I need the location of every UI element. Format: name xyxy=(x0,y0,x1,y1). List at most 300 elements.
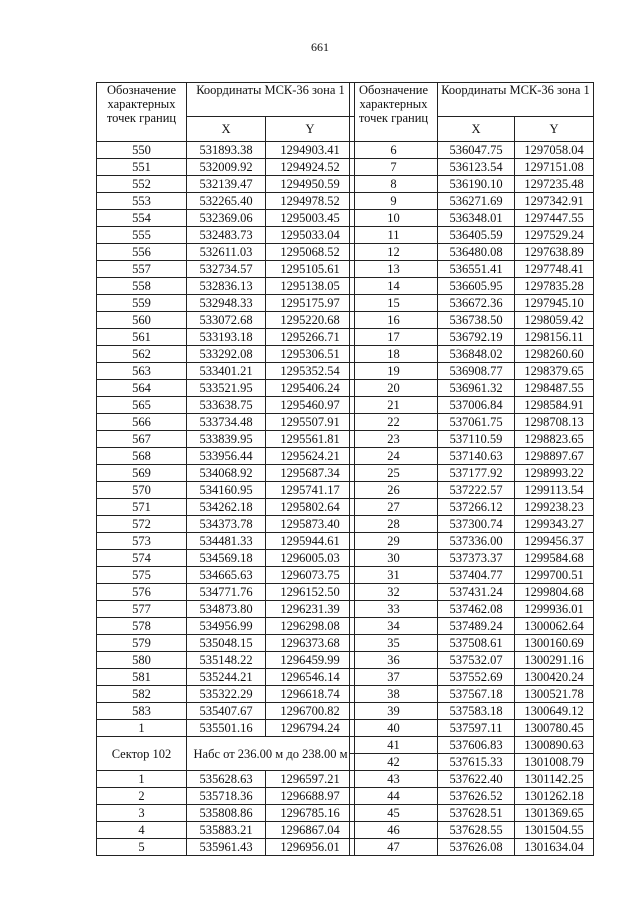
coord-y: 1299584.68 xyxy=(515,550,594,567)
table-row xyxy=(97,703,355,720)
point-number: 579 xyxy=(97,635,187,652)
coord-y: 1295406.24 xyxy=(266,380,355,397)
coord-x: 537626.08 xyxy=(438,839,515,856)
coord-y: 1295561.81 xyxy=(266,431,355,448)
coord-x: 536480.08 xyxy=(438,244,515,261)
point-number: 44 xyxy=(350,788,438,805)
point-number: 574 xyxy=(97,550,187,567)
coord-y: 1295352.54 xyxy=(266,363,355,380)
table-row xyxy=(350,533,594,550)
point-number: 3 xyxy=(97,805,187,822)
point-number: 571 xyxy=(97,499,187,516)
table-row xyxy=(97,533,355,550)
coord-y: 1295741.17 xyxy=(266,482,355,499)
table-row xyxy=(97,380,355,397)
coord-x: 537061.75 xyxy=(438,414,515,431)
coord-y: 1298379.65 xyxy=(515,363,594,380)
point-number: 42 xyxy=(350,754,438,771)
coord-y: 1301142.25 xyxy=(515,771,594,788)
table-row xyxy=(350,686,594,703)
table-row xyxy=(97,193,355,210)
header-designation: Обозначение характерных точек границ xyxy=(350,83,438,142)
point-number: 7 xyxy=(350,159,438,176)
point-number: 581 xyxy=(97,669,187,686)
table-row xyxy=(350,363,594,380)
coord-x: 537431.24 xyxy=(438,584,515,601)
coord-y: 1298897.67 xyxy=(515,448,594,465)
table-row xyxy=(97,363,355,380)
point-number: 557 xyxy=(97,261,187,278)
point-number: 582 xyxy=(97,686,187,703)
table-row xyxy=(350,159,594,176)
coord-x: 532734.57 xyxy=(187,261,266,278)
coord-x: 537222.57 xyxy=(438,482,515,499)
point-number: 555 xyxy=(97,227,187,244)
coord-x: 532483.73 xyxy=(187,227,266,244)
coord-y: 1297058.04 xyxy=(515,142,594,159)
coord-y: 1295033.04 xyxy=(266,227,355,244)
coord-x: 537140.63 xyxy=(438,448,515,465)
point-number: 576 xyxy=(97,584,187,601)
coord-x: 535628.63 xyxy=(187,771,266,788)
point-number: 2 xyxy=(97,788,187,805)
coord-y: 1299456.37 xyxy=(515,533,594,550)
coord-y: 1295944.61 xyxy=(266,533,355,550)
coord-y: 1296073.75 xyxy=(266,567,355,584)
table-row xyxy=(97,635,355,652)
coord-y: 1296231.39 xyxy=(266,601,355,618)
coord-y: 1295266.71 xyxy=(266,329,355,346)
coord-x: 534373.78 xyxy=(187,516,266,533)
coord-x: 536792.19 xyxy=(438,329,515,346)
table-row xyxy=(350,482,594,499)
coord-x: 536123.54 xyxy=(438,159,515,176)
coord-x: 533292.08 xyxy=(187,346,266,363)
point-number: 562 xyxy=(97,346,187,363)
point-number: 554 xyxy=(97,210,187,227)
table-row xyxy=(350,261,594,278)
coord-y: 1300649.12 xyxy=(515,703,594,720)
coord-y: 1297151.08 xyxy=(515,159,594,176)
point-number: 556 xyxy=(97,244,187,261)
coord-y: 1296688.97 xyxy=(266,788,355,805)
point-number: 47 xyxy=(350,839,438,856)
table-row xyxy=(350,567,594,584)
coord-x: 533839.95 xyxy=(187,431,266,448)
coord-y: 1298487.55 xyxy=(515,380,594,397)
coord-x: 537606.83 xyxy=(438,737,515,754)
point-number: 569 xyxy=(97,465,187,482)
coord-x: 533401.21 xyxy=(187,363,266,380)
coord-x: 533072.68 xyxy=(187,312,266,329)
coord-y: 1296867.04 xyxy=(266,822,355,839)
table-row xyxy=(97,686,355,703)
table-row xyxy=(350,380,594,397)
coord-x: 537615.33 xyxy=(438,754,515,771)
point-number: 37 xyxy=(350,669,438,686)
coord-y: 1296152.50 xyxy=(266,584,355,601)
coord-x: 532139.47 xyxy=(187,176,266,193)
coord-x: 532611.03 xyxy=(187,244,266,261)
coord-x: 534873.80 xyxy=(187,601,266,618)
point-number: 33 xyxy=(350,601,438,618)
table-row xyxy=(350,788,594,805)
coord-x: 533521.95 xyxy=(187,380,266,397)
table-row xyxy=(350,244,594,261)
table-row xyxy=(97,482,355,499)
coord-x: 536605.95 xyxy=(438,278,515,295)
coord-x: 532836.13 xyxy=(187,278,266,295)
coord-y: 1298584.91 xyxy=(515,397,594,414)
point-number: 550 xyxy=(97,142,187,159)
point-number: 27 xyxy=(350,499,438,516)
coord-y: 1296459.99 xyxy=(266,652,355,669)
point-number: 35 xyxy=(350,635,438,652)
point-number: 20 xyxy=(350,380,438,397)
coord-x: 536848.02 xyxy=(438,346,515,363)
coord-y: 1294903.41 xyxy=(266,142,355,159)
coord-x: 535883.21 xyxy=(187,822,266,839)
coord-y: 1299936.01 xyxy=(515,601,594,618)
coord-y: 1298993.22 xyxy=(515,465,594,482)
table-row xyxy=(97,771,355,788)
coord-y: 1301369.65 xyxy=(515,805,594,822)
coord-x: 536672.36 xyxy=(438,295,515,312)
point-number: 570 xyxy=(97,482,187,499)
point-number: 31 xyxy=(350,567,438,584)
point-number: 552 xyxy=(97,176,187,193)
table-row xyxy=(97,516,355,533)
point-number: 45 xyxy=(350,805,438,822)
table-row xyxy=(97,278,355,295)
coord-x: 535407.67 xyxy=(187,703,266,720)
coord-y: 1301504.55 xyxy=(515,822,594,839)
point-number: 583 xyxy=(97,703,187,720)
table-row xyxy=(350,448,594,465)
coord-y: 1298708.13 xyxy=(515,414,594,431)
coord-y: 1300420.24 xyxy=(515,669,594,686)
point-number: 580 xyxy=(97,652,187,669)
point-number: 40 xyxy=(350,720,438,737)
table-row xyxy=(97,295,355,312)
point-number: 575 xyxy=(97,567,187,584)
point-number: 559 xyxy=(97,295,187,312)
table-row xyxy=(350,771,594,788)
table-row xyxy=(97,431,355,448)
coord-x: 535961.43 xyxy=(187,839,266,856)
table-row xyxy=(350,210,594,227)
header-coordinates: Координаты МСК-36 зона 1 xyxy=(438,83,594,117)
coord-y: 1297235.48 xyxy=(515,176,594,193)
point-number: 551 xyxy=(97,159,187,176)
sector-row xyxy=(97,737,355,771)
point-number: 41 xyxy=(350,737,438,754)
coord-x: 537300.74 xyxy=(438,516,515,533)
table-row xyxy=(350,601,594,618)
table-row xyxy=(350,737,594,754)
coord-x: 537583.18 xyxy=(438,703,515,720)
table-row xyxy=(350,227,594,244)
coord-x: 537628.51 xyxy=(438,805,515,822)
table-row xyxy=(350,329,594,346)
coord-x: 534068.92 xyxy=(187,465,266,482)
point-number: 38 xyxy=(350,686,438,703)
coord-y: 1294924.52 xyxy=(266,159,355,176)
coord-x: 537006.84 xyxy=(438,397,515,414)
coord-y: 1297447.55 xyxy=(515,210,594,227)
table-row xyxy=(97,465,355,482)
coord-x: 537622.40 xyxy=(438,771,515,788)
coord-y: 1295138.05 xyxy=(266,278,355,295)
coord-x: 534569.18 xyxy=(187,550,266,567)
coord-x: 537508.61 xyxy=(438,635,515,652)
coord-y: 1298059.42 xyxy=(515,312,594,329)
coord-y: 1299700.51 xyxy=(515,567,594,584)
point-number: 14 xyxy=(350,278,438,295)
table-row xyxy=(97,669,355,686)
coord-y: 1296794.24 xyxy=(266,720,355,737)
table-row xyxy=(97,261,355,278)
point-number: 577 xyxy=(97,601,187,618)
coord-y: 1295507.91 xyxy=(266,414,355,431)
coord-y: 1294950.59 xyxy=(266,176,355,193)
coord-x: 533193.18 xyxy=(187,329,266,346)
table-row xyxy=(350,720,594,737)
point-number: 553 xyxy=(97,193,187,210)
coord-x: 536738.50 xyxy=(438,312,515,329)
coord-x: 534262.18 xyxy=(187,499,266,516)
table-row xyxy=(350,176,594,193)
coord-y: 1298156.11 xyxy=(515,329,594,346)
table-row xyxy=(350,397,594,414)
table-row xyxy=(350,652,594,669)
point-number: 568 xyxy=(97,448,187,465)
table-row xyxy=(97,788,355,805)
coord-x: 537626.52 xyxy=(438,788,515,805)
table-row xyxy=(350,278,594,295)
coordinates-table-right xyxy=(349,82,594,856)
coord-y: 1297342.91 xyxy=(515,193,594,210)
point-number: 566 xyxy=(97,414,187,431)
point-number: 36 xyxy=(350,652,438,669)
point-number: 16 xyxy=(350,312,438,329)
coord-x: 536961.32 xyxy=(438,380,515,397)
coord-y: 1295687.34 xyxy=(266,465,355,482)
coord-y: 1296546.14 xyxy=(266,669,355,686)
point-number: 1 xyxy=(97,720,187,737)
coord-x: 535244.21 xyxy=(187,669,266,686)
coord-x: 533734.48 xyxy=(187,414,266,431)
coord-y: 1295105.61 xyxy=(266,261,355,278)
point-number: 24 xyxy=(350,448,438,465)
coord-x: 536190.10 xyxy=(438,176,515,193)
coord-x: 536405.59 xyxy=(438,227,515,244)
table-row xyxy=(350,414,594,431)
coord-x: 537567.18 xyxy=(438,686,515,703)
point-number: 26 xyxy=(350,482,438,499)
table-row xyxy=(97,397,355,414)
coord-x: 535322.29 xyxy=(187,686,266,703)
coord-y: 1296785.16 xyxy=(266,805,355,822)
coord-x: 532948.33 xyxy=(187,295,266,312)
table-row xyxy=(350,312,594,329)
table-row xyxy=(350,346,594,363)
coord-x: 537489.24 xyxy=(438,618,515,635)
table-row xyxy=(97,414,355,431)
coord-x: 537597.11 xyxy=(438,720,515,737)
point-number: 29 xyxy=(350,533,438,550)
coord-x: 532009.92 xyxy=(187,159,266,176)
coord-x: 537404.77 xyxy=(438,567,515,584)
coord-x: 537336.00 xyxy=(438,533,515,550)
table-row xyxy=(97,584,355,601)
point-number: 46 xyxy=(350,822,438,839)
coord-y: 1301634.04 xyxy=(515,839,594,856)
coord-y: 1295624.21 xyxy=(266,448,355,465)
table-row xyxy=(350,465,594,482)
coord-x: 537266.12 xyxy=(438,499,515,516)
table-row xyxy=(97,805,355,822)
point-number: 1 xyxy=(97,771,187,788)
table-row xyxy=(97,822,355,839)
point-number: 572 xyxy=(97,516,187,533)
coord-x: 537552.69 xyxy=(438,669,515,686)
point-number: 4 xyxy=(97,822,187,839)
coord-x: 535501.16 xyxy=(187,720,266,737)
point-number: 561 xyxy=(97,329,187,346)
coord-y: 1298823.65 xyxy=(515,431,594,448)
coord-x: 537462.08 xyxy=(438,601,515,618)
coord-y: 1296373.68 xyxy=(266,635,355,652)
point-number: 6 xyxy=(350,142,438,159)
coord-y: 1297835.28 xyxy=(515,278,594,295)
coord-y: 1296700.82 xyxy=(266,703,355,720)
point-number: 563 xyxy=(97,363,187,380)
point-number: 9 xyxy=(350,193,438,210)
point-number: 43 xyxy=(350,771,438,788)
coord-x: 532369.06 xyxy=(187,210,266,227)
point-number: 11 xyxy=(350,227,438,244)
point-number: 558 xyxy=(97,278,187,295)
coord-x: 537373.37 xyxy=(438,550,515,567)
point-number: 18 xyxy=(350,346,438,363)
coord-x: 534665.63 xyxy=(187,567,266,584)
coord-x: 534956.99 xyxy=(187,618,266,635)
coord-y: 1296005.03 xyxy=(266,550,355,567)
coord-y: 1297638.89 xyxy=(515,244,594,261)
coord-y: 1300062.64 xyxy=(515,618,594,635)
table-row xyxy=(97,567,355,584)
point-number: 22 xyxy=(350,414,438,431)
table-row xyxy=(350,805,594,822)
coord-x: 533638.75 xyxy=(187,397,266,414)
page-number: 661 xyxy=(311,40,329,54)
coord-y: 1295003.45 xyxy=(266,210,355,227)
header-y: Y xyxy=(266,117,355,142)
table-row xyxy=(350,584,594,601)
header-x: X xyxy=(438,117,515,142)
coord-y: 1300780.45 xyxy=(515,720,594,737)
point-number: 10 xyxy=(350,210,438,227)
point-number: 39 xyxy=(350,703,438,720)
table-row xyxy=(350,550,594,567)
table-row xyxy=(97,176,355,193)
coord-y: 1301008.79 xyxy=(515,754,594,771)
coord-y: 1300291.16 xyxy=(515,652,594,669)
coord-x: 534771.76 xyxy=(187,584,266,601)
coord-x: 533956.44 xyxy=(187,448,266,465)
coord-y: 1295873.40 xyxy=(266,516,355,533)
table-row xyxy=(350,703,594,720)
coord-y: 1297945.10 xyxy=(515,295,594,312)
point-number: 30 xyxy=(350,550,438,567)
point-number: 12 xyxy=(350,244,438,261)
table-row xyxy=(350,295,594,312)
coord-x: 535148.22 xyxy=(187,652,266,669)
table-row xyxy=(350,822,594,839)
coord-y: 1301262.18 xyxy=(515,788,594,805)
table-row xyxy=(350,142,594,159)
coord-x: 535808.86 xyxy=(187,805,266,822)
table-row xyxy=(350,669,594,686)
table-row xyxy=(97,346,355,363)
point-number: 34 xyxy=(350,618,438,635)
table-row xyxy=(97,227,355,244)
point-number: 13 xyxy=(350,261,438,278)
coord-x: 536047.75 xyxy=(438,142,515,159)
table-row xyxy=(350,618,594,635)
coord-y: 1296597.21 xyxy=(266,771,355,788)
coord-y: 1299238.23 xyxy=(515,499,594,516)
table-row xyxy=(97,601,355,618)
table-row xyxy=(97,618,355,635)
header-y: Y xyxy=(515,117,594,142)
coord-x: 534160.95 xyxy=(187,482,266,499)
coord-x: 536348.01 xyxy=(438,210,515,227)
table-row xyxy=(350,193,594,210)
point-number: 21 xyxy=(350,397,438,414)
point-number: 28 xyxy=(350,516,438,533)
point-number: 19 xyxy=(350,363,438,380)
table-row xyxy=(350,635,594,652)
table-row xyxy=(97,210,355,227)
table-row xyxy=(97,652,355,669)
point-number: 567 xyxy=(97,431,187,448)
coord-y: 1296618.74 xyxy=(266,686,355,703)
coord-x: 535718.36 xyxy=(187,788,266,805)
coord-y: 1295306.51 xyxy=(266,346,355,363)
coord-y: 1300160.69 xyxy=(515,635,594,652)
table-row xyxy=(97,499,355,516)
point-number: 8 xyxy=(350,176,438,193)
table-row xyxy=(97,312,355,329)
table-row xyxy=(97,159,355,176)
coord-y: 1299113.54 xyxy=(515,482,594,499)
coord-y: 1297748.41 xyxy=(515,261,594,278)
table-row xyxy=(97,329,355,346)
table-row xyxy=(97,448,355,465)
coord-y: 1299804.68 xyxy=(515,584,594,601)
table-row xyxy=(97,550,355,567)
point-number: 5 xyxy=(97,839,187,856)
header-designation: Обозначение характерных точек границ xyxy=(97,83,187,142)
coord-x: 532265.40 xyxy=(187,193,266,210)
table-row xyxy=(350,516,594,533)
coord-y: 1295068.52 xyxy=(266,244,355,261)
coord-x: 537532.07 xyxy=(438,652,515,669)
coord-x: 536271.69 xyxy=(438,193,515,210)
point-number: 15 xyxy=(350,295,438,312)
